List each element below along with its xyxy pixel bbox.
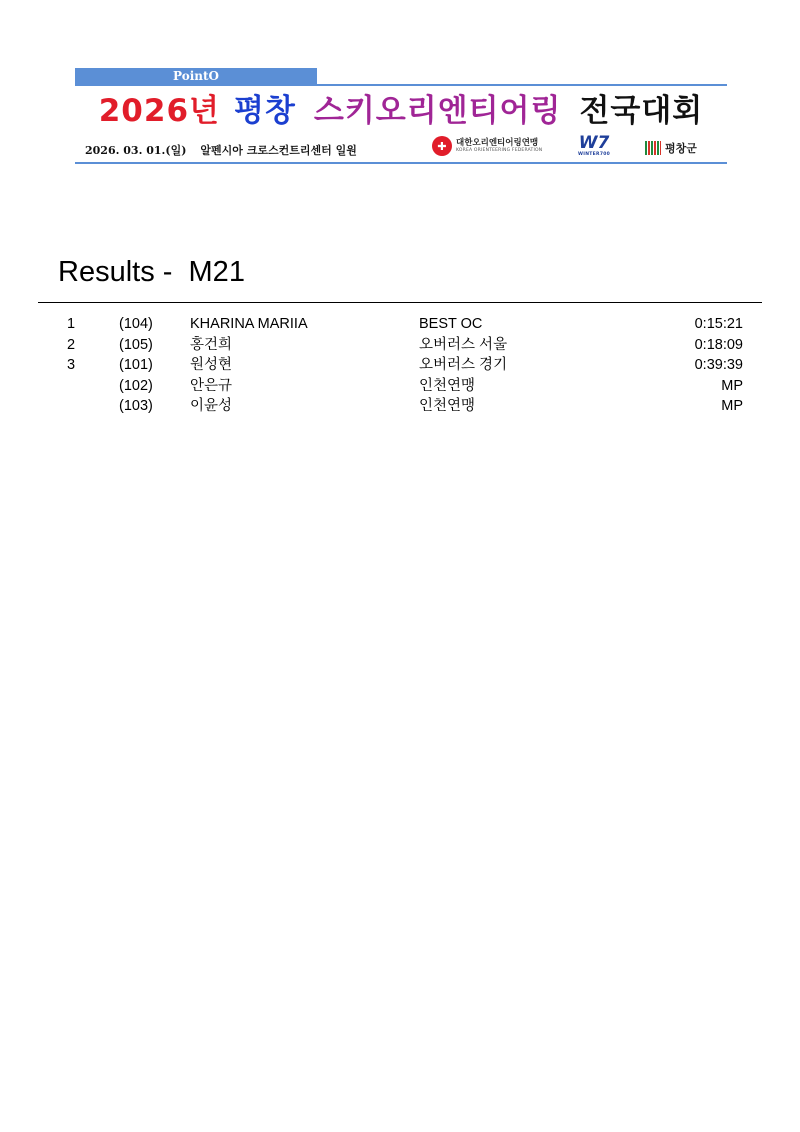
result-rank: 3 (67, 357, 76, 373)
result-bib: (103) (119, 398, 153, 414)
result-time: 0:39:39 (694, 357, 743, 373)
federation-logo (432, 136, 542, 156)
event-banner (75, 68, 727, 166)
headline-place: 평창 (233, 93, 296, 129)
headline-scope: 전국대회 (579, 93, 704, 129)
result-name: 안은규 (190, 377, 233, 394)
federation-name: 대한오리엔티어링연맹 (456, 138, 539, 148)
title-divider (38, 302, 762, 303)
result-name: KHARINA MARIIA (190, 316, 308, 332)
federation-name-en: KOREA ORIENTEERING FEDERATION (456, 148, 543, 153)
event-details (85, 142, 357, 158)
result-time: MP (721, 398, 743, 414)
result-name: 원성현 (190, 357, 233, 373)
banner-top-rule (75, 84, 727, 86)
result-name: 이윤성 (190, 398, 233, 414)
result-rank: 2 (67, 336, 76, 353)
result-time: 0:15:21 (694, 316, 743, 332)
result-bib: (105) (119, 336, 153, 353)
event-date: 2026. 03. 01.(일) (85, 144, 187, 157)
result-club: BEST OC (419, 316, 483, 332)
headline-event: 스키오리엔티어링 (313, 93, 562, 129)
result-time: MP (721, 377, 743, 394)
result-club: 오버러스 서울 (419, 336, 508, 353)
federation-emblem-icon: ✚ (432, 136, 452, 156)
event-headline (75, 90, 727, 132)
county-emblem-icon (645, 141, 661, 155)
headline-year: 2026년 (98, 93, 220, 129)
result-bib: (101) (119, 357, 153, 373)
result-rank: 1 (67, 316, 76, 332)
results-title: Results - M21 (58, 256, 245, 288)
result-club: 인천연맹 (419, 398, 476, 414)
result-bib: (104) (119, 316, 153, 332)
county-logo (645, 140, 697, 156)
result-row (0, 376, 800, 397)
winter-logo (578, 134, 610, 157)
result-club: 인천연맹 (419, 377, 476, 394)
brand-label: PointO (75, 68, 317, 84)
banner-bottom-rule (75, 162, 727, 164)
event-venue: 알펜시아 크로스컨트리센터 일원 (200, 144, 357, 157)
result-club: 오버러스 경기 (419, 357, 508, 373)
county-name: 평창군 (665, 142, 697, 155)
results-table (0, 314, 800, 417)
result-bib: (102) (119, 377, 153, 394)
result-name: 홍건희 (190, 336, 233, 353)
result-row (0, 396, 800, 417)
result-row (0, 314, 800, 335)
result-row (0, 335, 800, 356)
winter-logo-sub: WINTER700 (578, 152, 611, 157)
winter-logo-mark: W7 (578, 133, 610, 153)
result-row (0, 355, 800, 376)
result-time: 0:18:09 (694, 336, 743, 353)
